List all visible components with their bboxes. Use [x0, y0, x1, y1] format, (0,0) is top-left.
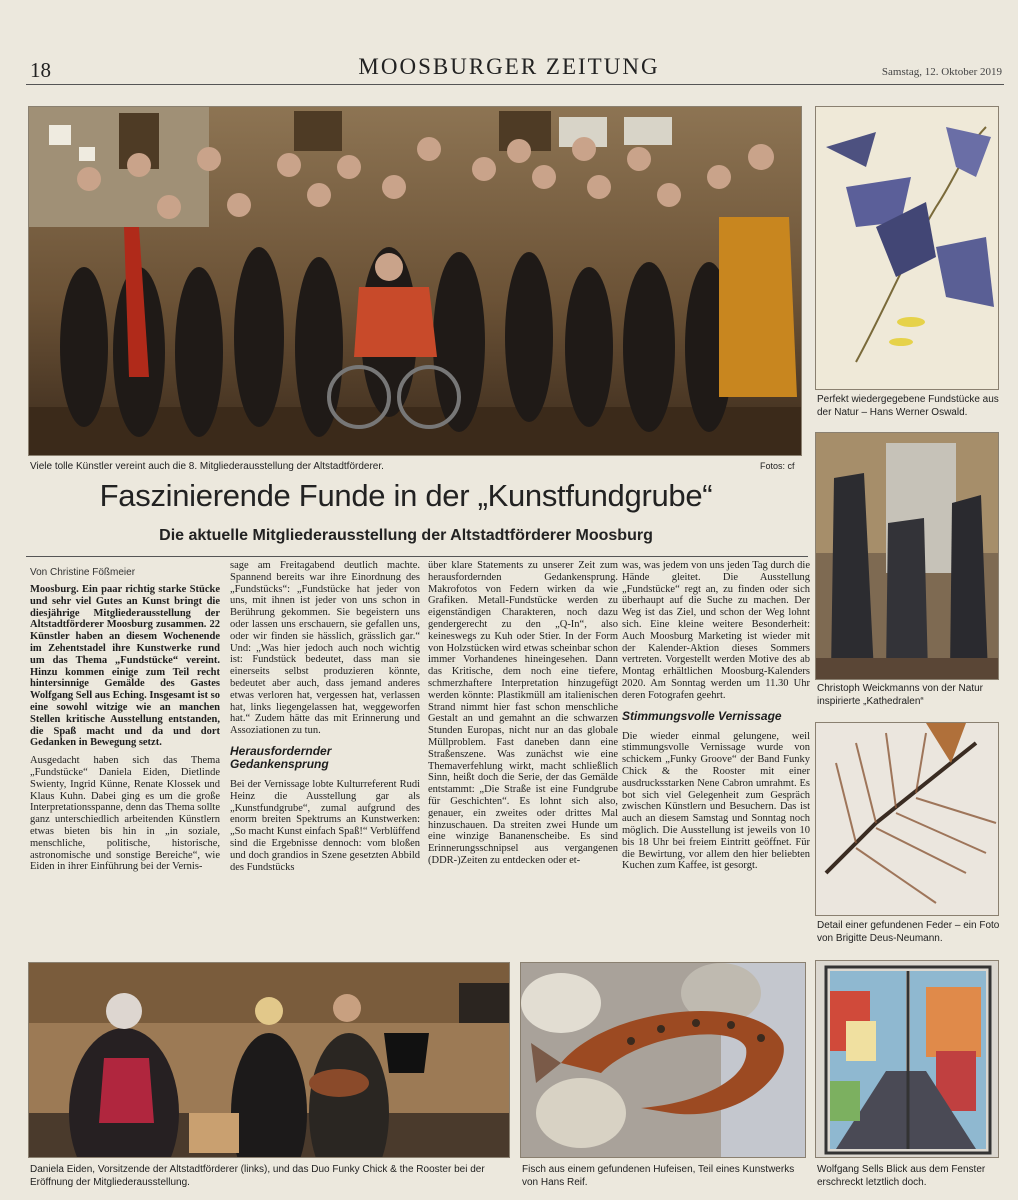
paragraph: Ausgedacht haben sich das Thema „Fundstücke“ Daniela Eiden, Dietlinde Swienty, Ingrid Künne, Renate Klossek und Klaus Kuhn. Dabei ging es um die große Interpretationsspanne, denn das Thema sollte ganz unterschiedlich arbeitenden Künstlern etwas bieten bis hin in „in soziale, menschliche, politische, historische, astronomische und sonstige Bereiche“, wie Eiden in ihrer Einführung bei der Vernis- — [30, 755, 220, 873]
article-column-3 — [428, 560, 618, 873]
feather-photo — [815, 722, 999, 916]
photo-credit: Fotos: cf — [760, 461, 795, 471]
cathedrals-caption: Christoph Weickmanns von der Natur inspirierte „Kathedralen“ — [817, 683, 983, 707]
feather-caption: Detail einer gefundenen Feder – ein Foto von Brigitte Deus-Neumann. — [817, 920, 1000, 944]
subhead-herausfordernder: Herausfordernder Gedankensprung — [230, 743, 332, 771]
paragraph: sage am Freitagabend deutlich machte. Spannend bereits war ihre Einordnung des „Fundstücks“: „Fundstücke hat jeder von uns, mit ihnen ist jeder von uns schon in Berührung gekommen. Sie begeistern uns oder lassen uns erschauern, sie gefallen uns, oder wir finden sie hässlich, grässlich gar.“ Und: „Was hier jedoch auch noch wichtig ist: Fundstück bedeutet, dass man sie einerseits selbst produzieren könnte, bedeutet aber auch, dass jemand anderes etwas verloren hat, vergessen hat, verlassen hat, links liegengelassen hat, weggeworfen hat.“ Zudem hätte das mit Erinnerung und Assoziationen zu tun. — [230, 560, 420, 737]
author: Von Christine Fößmeier — [30, 567, 136, 578]
window-caption: Wolfgang Sells Blick aus dem Fenster erschreckt letztlich doch. — [817, 1164, 986, 1188]
window-painting-photo — [815, 960, 999, 1158]
lead-paragraph: Moosburg. Ein paar richtig starke Stücke und sehr viel Gutes an Kunst bringt die diesjährige Mitgliederausstellung der Altstadtförderer Moosburg zusammen. 22 Künstler haben an diesem Wochenende im Zehentstadel ihre Kunstwerke rund um das Thema „Fundstücke“ vereint. Hinzu kommen einige zum Teil recht hintersinnige Gemälde des Gastes Wolfgang Sell aus Eching. Insgesamt ist so eine sowohl witzige wie an manchen Stellen kritische Ausstellung entstanden, die Spaß macht und da und dort Gedanken in Bewegung setzt. — [30, 584, 220, 749]
headline-rule — [26, 556, 808, 557]
vernissage-caption: Daniela Eiden, Vorsitzende der Altstadtförderer (links), und das Duo Funky Chick & the Rooster bei der Eröffnung der Mitgliederausstellung. — [30, 1164, 485, 1188]
cathedrals-sculpture-photo — [815, 432, 999, 680]
issue-date: Samstag, 12. Oktober 2019 — [881, 66, 1002, 78]
page-number: 18 — [30, 58, 51, 82]
header-rule — [26, 84, 1004, 85]
paragraph: über klare Statements zu unserer Zeit zum herausfordernden Gedankensprung. Makrofotos von Federn wirken da wie Grafiken. Metall-Fundstücke werden zu eigenständigen Charakteren, noch dazu gendergerecht zu den „Q-In“, also keineswegs zu Kuh oder Stier. In der Form von Holzstücken wird etwas scheinbar schon immer Vorhandenes hineingesehen. Dann das Kritische, dem noch eine tiefere, schmerzhaftere Interpretation hinzugefügt werden könnte: Plastikmüll am italienischen Strand nimmt hier fast schon menschliche Gestalt an und gemahnt an die schwarzen Stunden Europas, nicht nur an das globale Müllproblem. Fast daneben dann eine Straßenszene. Was zunächst wie eine Themaverfehlung wirkt, macht schließlich Sinn, heißt doch die Serie, der das Gemälde entstammt: „Die Straße ist eine Fundgrube für Geschichten“. Es lohnt sich also, genauer, ein zweites oder drittes Mal hinzuschauen. Da streiten zwei Hunde um eine winzige Bananenscheibe. Es sind Erinnerungsschnipsel aus vergangenen (DDR-)Zeiten zu entdecken oder et- — [428, 560, 618, 866]
paragraph: Bei der Vernissage lobte Kulturreferent Rudi Heinz die Ausstellung gar als „Kunstfundgrube“, zumal aufgrund des enorm breiten Spektrums an Kunstwerken: „So macht Kunst einfach Spaß!“ Verblüffend sind die Ergebnisse dennoch: vom bloßen und doch grandios in Szene gesetzten Abbild des Fundstücks — [230, 778, 420, 873]
subheadline: Die aktuelle Mitgliederausstellung der Altstadtförderer Moosburg — [159, 527, 653, 544]
horseshoe-caption: Fisch aus einem gefundenen Hufeisen, Teil eines Kunstwerks von Hans Reif. — [522, 1164, 795, 1188]
article-column-2 — [230, 560, 420, 879]
paragraph: Die wieder einmal gelungene, weil stimmungsvolle Vernissage wurde von schickem „Funky Groove“ der Band Funky Chick & the Rooster mit einer ausdrucksstarken Nene Cabron umrahmt. Es bot sich viel Gelegenheit zum Gespräch zwischen Künstlern und Besuchern. Das ist auch an diesem Samstag und Sonntag noch möglich. Die Ausstellung ist jeweils von 10 bis 18 Uhr bei freiem Eintritt geöffnet. Für die Bewirtung, vor allem den hier beliebten Kuchen zum Kaffee, ist gesorgt. — [622, 730, 810, 872]
subhead-vernissage: Stimmungsvolle Vernissage — [622, 708, 782, 723]
headline: Faszinierende Funde in der „Kunstfundgrube“ — [99, 478, 713, 513]
article-column-4 — [622, 560, 810, 878]
horseshoe-fish-photo — [520, 962, 806, 1158]
masthead: MOOSBURGER ZEITUNG — [358, 54, 660, 79]
flowers-caption: Perfekt wiedergegebene Fundstücke aus der Natur – Hans Werner Oswald. — [817, 394, 999, 418]
flowers-drawing-photo — [815, 106, 999, 390]
group-photo-caption: Viele tolle Künstler vereint auch die 8. Mitgliederausstellung der Altstadtförderer. — [30, 461, 384, 472]
article-column-1 — [30, 584, 220, 879]
group-photo — [28, 106, 802, 456]
paragraph: was, was jedem von uns jeden Tag durch die Hände gleitet. Die Ausstellung „Fundstücke“ regt an, zu finden oder sich überhaupt auf die Suche zu machen. Der Weg ist das Ziel, und schon der Weg lohnt sich. Eine kleine weitere Besonderheit: Auch Moosburg Marketing ist wieder mit der Kalender-Aktion dieses Sommers vertreten. Vorgestellt werden Motive des ab Montag erhältlichen Moosburg-Kalenders 2020. Am Sonntag werden um 11.30 Uhr deren Fotografen geehrt. — [622, 560, 810, 701]
vernissage-photo — [28, 962, 510, 1158]
